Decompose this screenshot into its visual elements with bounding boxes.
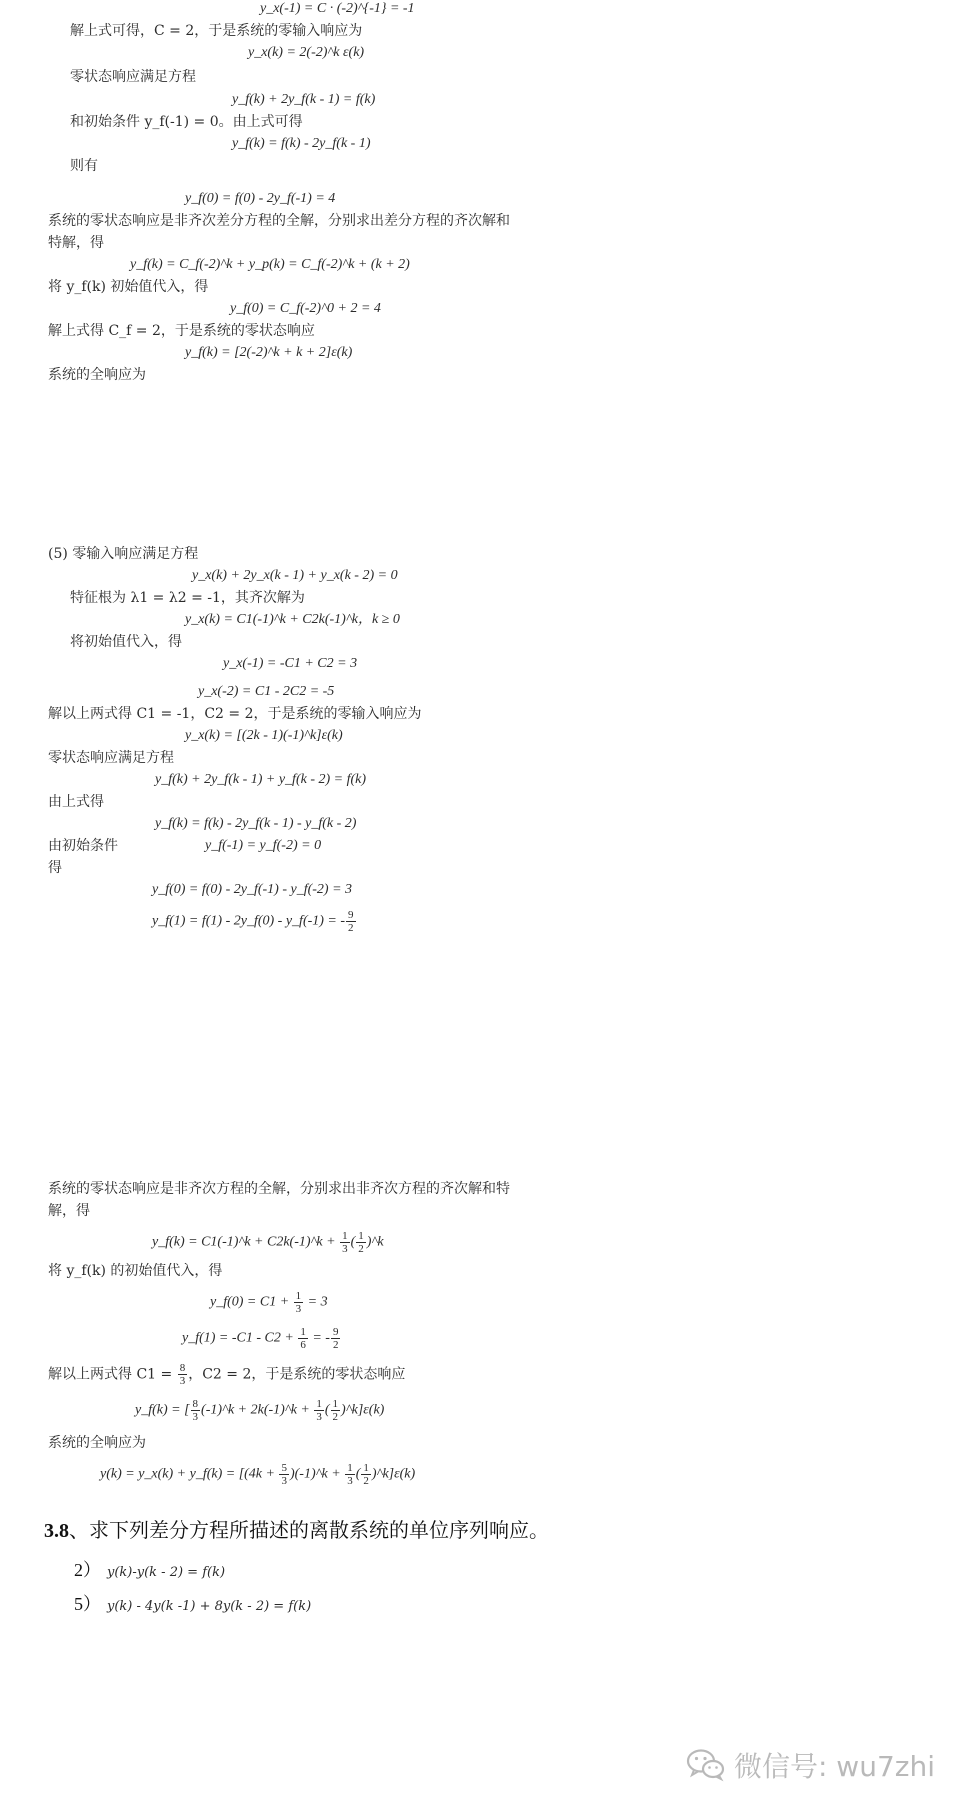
equation-line: y_f(0) = C1 + $\frac{1}{3}$ = 3 (210, 1290, 328, 1315)
text-line: 则有 (70, 158, 98, 174)
fraction: $\frac{1}{2}$ (332, 1398, 339, 1423)
text-line: 特解，得 (48, 235, 104, 251)
equation-line: y_x(-2) = C1 - 2C2 = -5 (198, 684, 335, 699)
equation-line: y_f(1) = -C1 - C2 + $\frac{1}{6}$ = - $\frac{9}{2}$ (182, 1326, 339, 1351)
watermark-text: 微信号: wu7zhi (733, 1750, 935, 1783)
fraction: $\frac{8}{3}$ (179, 1362, 186, 1387)
text-line: 解以上两式得 C1 = -1，C2 = 2，于是系统的零输入响应为 (48, 706, 422, 722)
text-line: 得 (48, 860, 62, 876)
wechat-icon (686, 1748, 726, 1782)
text-line: 由上式得 (48, 794, 104, 810)
text-line: 零状态响应满足方程 (48, 750, 174, 766)
text-line: 特征根为 λ1 = λ2 = -1，其齐次解为 (70, 590, 305, 606)
equation-line: y_f(0) = f(0) - 2y_f(-1) = 4 (185, 191, 336, 206)
equation-line: y_x(k) = 2(-2)^k ε(k) (248, 45, 365, 60)
fraction: $\frac{1}{2}$ (363, 1462, 369, 1487)
equation-line: y_f(0) = f(0) - 2y_f(-1) - y_f(-2) = 3 (152, 882, 353, 897)
fraction: $\frac{5}{3}$ (281, 1462, 287, 1487)
equation-line: y_f(k) = [2(-2)^k + k + 2]ε(k) (185, 345, 353, 360)
equation-line: y_f(k) + 2y_f(k - 1) + y_f(k - 2) = f(k) (155, 772, 367, 787)
fraction: $\frac{1}{3}$ (316, 1398, 322, 1423)
text-line: 系统的全响应为 (48, 367, 146, 383)
watermark (686, 1745, 935, 1785)
fraction: $\frac{9}{2}$ (348, 909, 354, 934)
equation-line: y_x(k) = [(2k - 1)(-1)^k]ε(k) (185, 728, 343, 743)
equation-line: y(k) = y_x(k) + y_f(k) = [(4k + $\frac{5}{3}$ )(-1)^k + $\frac{1}{3}$ ( $\frac{1}{2}$ )^k]ε(k) (100, 1462, 416, 1487)
fraction: $\frac{1}{6}$ (300, 1326, 306, 1351)
fraction: $\frac{9}{2}$ (332, 1326, 339, 1351)
equation-line: y_x(-1) = -C1 + C2 = 3 (223, 656, 358, 671)
section-heading: 3.8、求下列差分方程所描述的离散系统的单位序列响应。 (44, 1520, 549, 1542)
equation-line: y_f(1) = f(1) - 2y_f(0) - y_f(-1) = - $\frac{9}{2}$ (152, 909, 354, 934)
equation-line: y_f(k) = f(k) - 2y_f(k - 1) - y_f(k - 2) (155, 816, 357, 831)
fraction: $\frac{1}{3}$ (347, 1462, 353, 1487)
text-line: (5) 零输入响应满足方程 (48, 546, 199, 562)
equation-line: y_f(k) = [ $\frac{8}{3}$ (-1)^k + 2k(-1)^k + $\frac{1}{3}$ ( $\frac{1}{2}$ )^k]ε(k) (135, 1398, 385, 1423)
text-line: 将 y_f(k) 初始值代入，得 (48, 279, 209, 295)
text-line: 将 y_f(k) 的初始值代入，得 (48, 1263, 223, 1279)
equation-line: y_x(k) = C1(-1)^k + C2k(-1)^k，k ≥ 0 (185, 612, 400, 627)
equation-line: y_f(k) = C_f(-2)^k + y_p(k) = C_f(-2)^k + (k + 2) (130, 257, 410, 272)
text-line: 系统的零状态响应是非齐次差分方程的全解，分别求出差分方程的齐次解和 (48, 213, 510, 229)
equation-line: y_f(-1) = y_f(-2) = 0 (205, 838, 322, 853)
text-line: 解，得 (48, 1203, 90, 1219)
list-item: 5） y(k) - 4y(k -1) + 8y(k - 2) = f(k) (74, 1594, 312, 1614)
equation-line: y_f(0) = C_f(-2)^0 + 2 = 4 (230, 301, 381, 316)
equation-line: y_x(k) + 2y_x(k - 1) + y_x(k - 2) = 0 (192, 568, 398, 583)
equation-line: y_f(k) = C1(-1)^k + C2k(-1)^k + $\frac{1}{3}$ ( $\frac{1}{2}$ )^k (152, 1230, 384, 1255)
fraction: $\frac{8}{3}$ (192, 1398, 199, 1423)
equation-line: y_f(k) = f(k) - 2y_f(k - 1) (232, 136, 371, 151)
equation-line: y_f(k) + 2y_f(k - 1) = f(k) (232, 92, 376, 107)
text-line: 系统的零状态响应是非齐次方程的全解，分别求出非齐次方程的齐次解和特 (48, 1181, 510, 1197)
text-line: 解以上两式得 C1 = $\frac{8}{3}$ ，C2 = 2，于是系统的零状态响应 (48, 1362, 406, 1387)
fraction: $\frac{1}{2}$ (358, 1230, 364, 1255)
text-line: 和初始条件 y_f(-1) = 0。由上式可得 (70, 114, 303, 130)
list-item: 2） y(k)-y(k - 2) = f(k) (74, 1560, 226, 1580)
fraction: $\frac{1}{3}$ (295, 1290, 302, 1315)
text-line: 将初始值代入，得 (70, 634, 182, 650)
text-line: 由初始条件 (48, 838, 118, 854)
equation-line: y_x(-1) = C · (-2)^{-1} = -1 (260, 1, 415, 16)
text-line: 解上式得 C_f = 2，于是系统的零状态响应 (48, 323, 315, 339)
text-line: 解上式可得，C = 2，于是系统的零输入响应为 (70, 23, 363, 39)
text-line: 系统的全响应为 (48, 1435, 146, 1451)
text-line: 零状态响应满足方程 (70, 69, 196, 85)
fraction: $\frac{1}{3}$ (342, 1230, 348, 1255)
